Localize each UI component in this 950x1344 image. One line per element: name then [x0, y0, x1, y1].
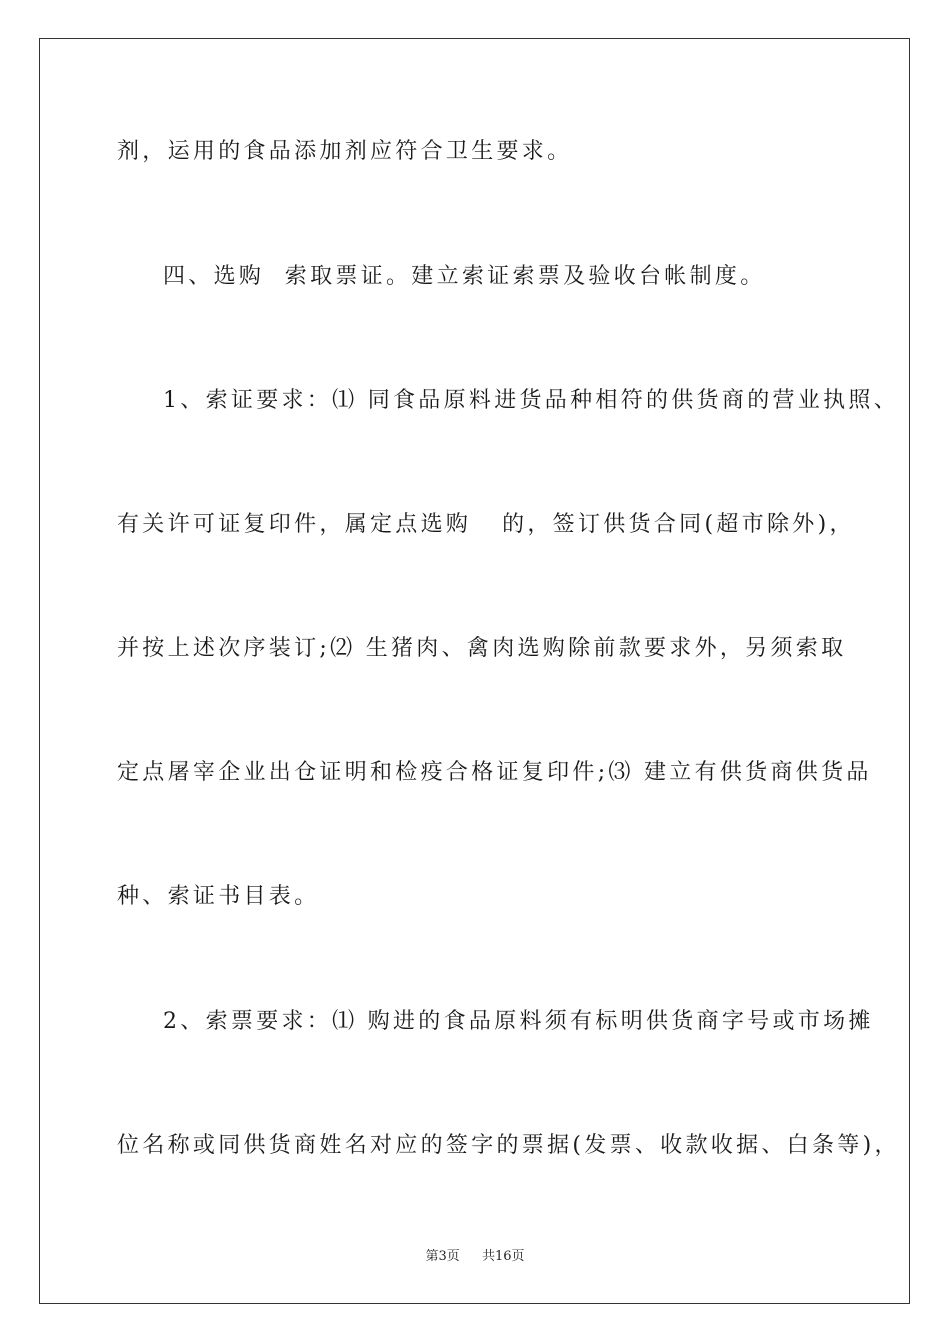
section-heading: 四、选购 索取票证。建立索证索票及验收台帐制度。: [163, 264, 766, 289]
page-footer: [0, 1248, 950, 1266]
paragraph-line: 有关许可证复印件，属定点选购 的，签订供货合同(超市除外)，: [117, 512, 855, 537]
page-number: 第3页: [425, 1249, 460, 1264]
paragraph-line: 剂，运用的食品添加剂应符合卫生要求。: [117, 139, 573, 164]
paragraph-line: 种、索证书目表。: [117, 884, 320, 909]
paragraph-line: 位名称或同供货商姓名对应的签字的票据(发票、收款收据、白条等)，: [117, 1133, 900, 1158]
paragraph-line: 定点屠宰企业出仓证明和检疫合格证复印件;⑶ 建立有供货商供货品: [117, 760, 872, 785]
paragraph-line: 并按上述次序装订;⑵ 生猪肉、禽肉选购除前款要求外，另须索取: [117, 636, 847, 661]
page-border: [39, 38, 910, 1304]
paragraph-line: 1、索证要求：⑴ 同食品原料进货品种相符的供货商的营业执照、: [163, 388, 899, 413]
paragraph-line: 2、索票要求：⑴ 购进的食品原料须有标明供货商字号或市场摊: [163, 1009, 874, 1034]
total-pages: 共16页: [482, 1249, 525, 1264]
